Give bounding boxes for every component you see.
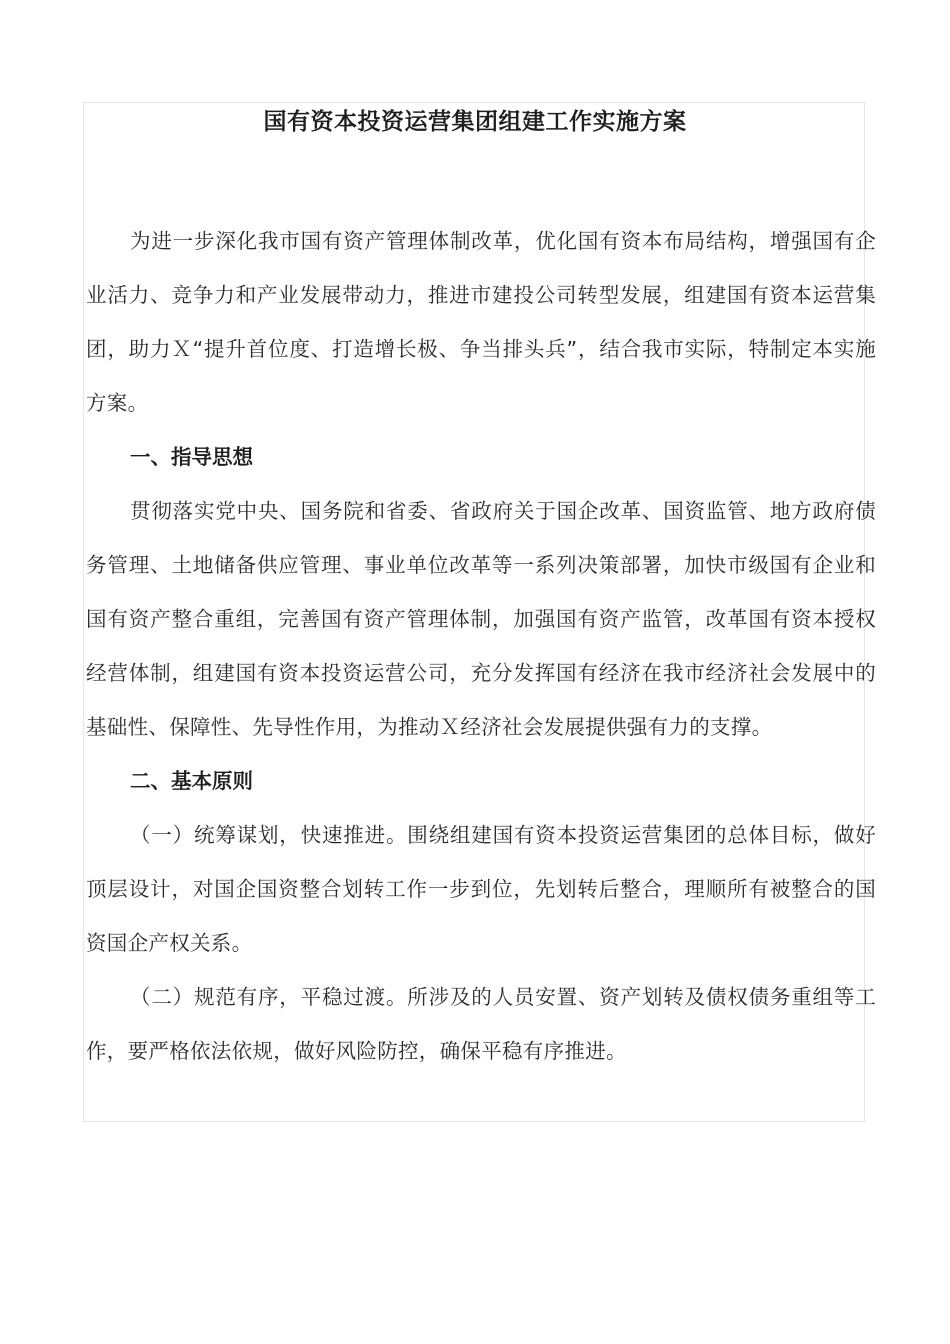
section-heading-guiding-ideology: 一、指导思想 bbox=[130, 445, 253, 469]
title-spacer bbox=[86, 144, 876, 214]
guiding-ideology-paragraph: 贯彻落实党中央、国务院和省委、省政府关于国企改革、国资监管、地方政府债务管理、土地储备供应管理、事业单位改革等一系列决策部署，加快市级国有企业和国有资产整合重组，完善国有资产管理体制，加强国有资产监管，改革国有资本授权经营体制，组建国有资本投资运营公司，充分发挥国有经济在我市经济社会发展中的基础性、保障性、先导性作用，为推动Ｘ经济社会发展提供强有力的支撑。 bbox=[86, 499, 876, 739]
document-body bbox=[86, 100, 876, 1078]
intro-paragraph: 为进一步深化我市国有资产管理体制改革，优化国有资本布局结构，增强国有企业活力、竞争力和产业发展带动力，推进市建投公司转型发展，组建国有资本运营集团，助力Ｘ“提升首位度、打造增长极、争当排头兵”，结合我市实际，特制定本实施方案。 bbox=[86, 229, 876, 415]
principle-paragraph-2: （二）规范有序，平稳过渡。所涉及的人员安置、资产划转及债权债务重组等工作，要严格依法依规，做好风险防控，确保平稳有序推进。 bbox=[86, 985, 876, 1063]
principle-paragraph-1: （一）统筹谋划，快速推进。围绕组建国有资本投资运营集团的总体目标，做好顶层设计，对国企国资整合划转工作一步到位，先划转后整合，理顺所有被整合的国资国企产权关系。 bbox=[86, 823, 876, 955]
section-heading-basic-principles: 二、基本原则 bbox=[130, 769, 253, 793]
document-title: 国有资本投资运营集团组建工作实施方案 bbox=[263, 109, 687, 135]
